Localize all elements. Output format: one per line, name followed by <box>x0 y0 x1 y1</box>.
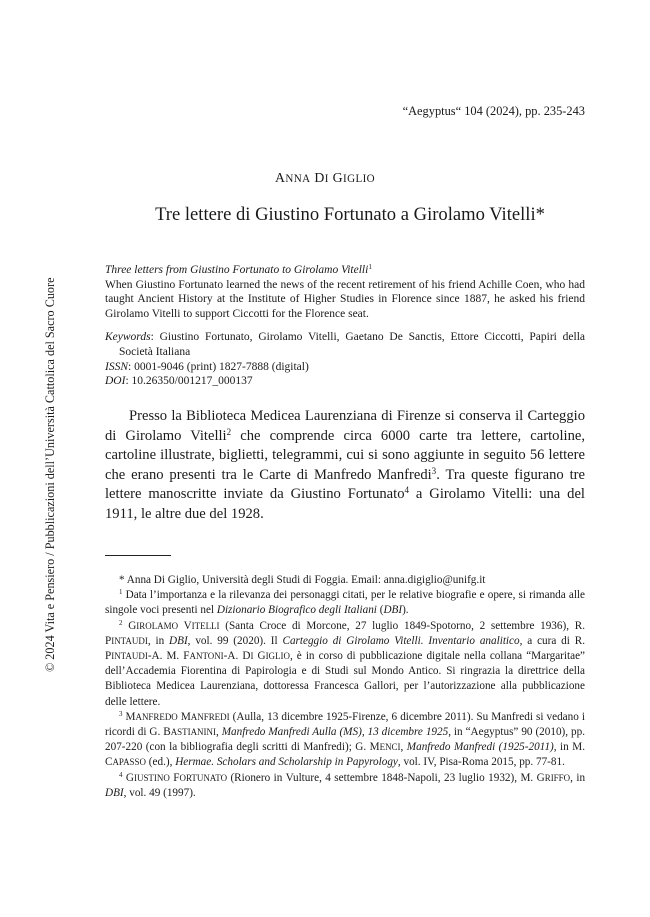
copyright-sidebar: © 2024 Vita e Pensiero / Pubblicazioni dell’Università Cattolica del Sacro Cuore <box>43 277 57 672</box>
body-text: a Girolamo Vitelli: una del 1911, le altre due del 1928. <box>105 486 585 522</box>
issn-line: ISSN: 0001-9046 (print) 1827-7888 (digital) <box>105 360 309 373</box>
title-footnote-mark: * <box>535 204 545 225</box>
footnote-ref: 2 <box>226 426 232 437</box>
footnote-ref: 1 <box>368 263 372 272</box>
footnote-ref: 3 <box>431 465 437 476</box>
issn-value: 0001-9046 (print) 1827-7888 (digital) <box>134 360 309 373</box>
footnote-3: $^3$ MANFREDO MANFREDI (Aulla, 13 dicembre 1925-Firenze, 6 dicembre 2011). Su Manfredi si vedano i ricordi di G. BASTIANINI, Manfredo Manfredi Aulla (MS), 13 dicembre 1925, in “Aegyptus” 90 (2010), pp. 207-220 (con la bibliografia degli scritti di Manfredi); G. MENCI, Manfredo Manfredi (1925-2011), in M. CAPASSO (ed.), Hermae. Scholars and Scholarship in Papyrology, vol. IV, Pisa-Roma 2015, pp. 77-81. <box>105 710 585 769</box>
journal-citation: “Aegyptus“ 104 (2024), pp. 235-243 <box>402 104 585 118</box>
author-last-name: DI GIGLIO <box>314 170 376 185</box>
footnote-4: $^4$ GIUSTINO FORTUNATO (Rionero in Vulture, 4 settembre 1848-Napoli, 23 luglio 1932), M. GRIFFO, in DBI, vol. 49 (1997). <box>105 770 586 799</box>
body-text: Presso la Biblioteca Medicea Laurenziana di Firenze si conserva il Carteggio di Girolamo Vitelli <box>105 408 585 444</box>
footnote-mark: * <box>119 574 125 586</box>
footnote-star: * Anna Di Giglio, Università degli Studi di Foggia. Email: anna.digiglio@unifg.it <box>119 574 486 586</box>
doi-line: DOI: 10.26350/001217_000137 <box>105 375 253 388</box>
author-first-name: ANNA <box>274 170 311 185</box>
footnote-2: $^2$ GIROLAMO VITELLI (Santa Croce di Morcone, 27 luglio 1849-Spotorno, 2 settembre 1936), R. PINTAUDI, in DBI, vol. 99 (2020). Il Carteggio di Girolamo Vitelli. Inventario analitico, a cura di R. PINTAUDI-A. M. FANTONI-A. DI GIGLIO, è in corso di pubblicazione digitale nella collana “Margaritae” dell’Accademia Fiorentina di Papirologia e di Studi sul Mondo Antico. Si ringrazia la direttrice della Biblioteca Medicea Laurenziana, dottoressa Francesca Gallori, per l’autorizzazione alla pubblicazione delle lettere. <box>105 618 586 708</box>
footnote-mark: 1 <box>119 588 123 597</box>
footnote-mark: 3 <box>119 710 123 719</box>
keywords-line: Keywords: Giustino Fortunato, Girolamo Vitelli, Gaetano De Sanctis, Ettore Ciccotti, Papiri della Società Italiana <box>105 331 585 358</box>
body-text: . Tra queste figurano tre lettere manoscritte inviate da Giustino Fortunato <box>105 466 585 503</box>
doi-label: DOI <box>105 375 126 388</box>
abstract-text: When Giustino Fortunato learned the news of the recent retirement of his friend Achille Coen, who had taught Ancient History at the Institute of Higher Studies in Florence since 1887, he asked his friend Girolamo Vitelli to support Ciccotti for the Florence seat. <box>105 278 585 320</box>
footnote-mark: 2 <box>119 618 123 627</box>
footnote-mark: 4 <box>119 770 123 779</box>
article-title <box>50 204 650 226</box>
body-text: che comprende circa 6000 carte tra lettere, cartoline, cartoline illustrate, biglietti, telegrammi, cui si sono aggiunte in seguito 56 lettere che erano presenti tra le Carte di Manfredo Manfredi <box>105 427 585 483</box>
article-title-text: Tre lettere di Giustino Fortunato a Girolamo Vitelli <box>155 204 536 225</box>
issn-label: ISSN <box>105 360 128 373</box>
abstract-block <box>105 263 585 389</box>
footnotes <box>105 573 585 801</box>
footnote-separator <box>105 555 171 556</box>
english-title-text: Three letters from Giustino Fortunato to Girolamo Vitelli <box>105 264 369 276</box>
english-title <box>105 263 585 278</box>
footnote-1: $^1$ Data l’importanza e la rilevanza dei personaggi citati, per le relative biografie e opere, si rimanda alle singole voci presenti nel Dizionario Biografico degli Italiani (DBI). <box>105 588 586 617</box>
keywords-label: Keywords <box>105 331 151 344</box>
keywords-text: Giustino Fortunato, Girolamo Vitelli, Gaetano De Sanctis, Ettore Ciccotti, Papiri della Società Italiana <box>119 331 585 358</box>
body-paragraph <box>105 407 585 525</box>
author-name <box>0 170 650 186</box>
footnote-ref: 4 <box>404 485 410 496</box>
doi-value: 10.26350/001217_000137 <box>131 375 253 388</box>
